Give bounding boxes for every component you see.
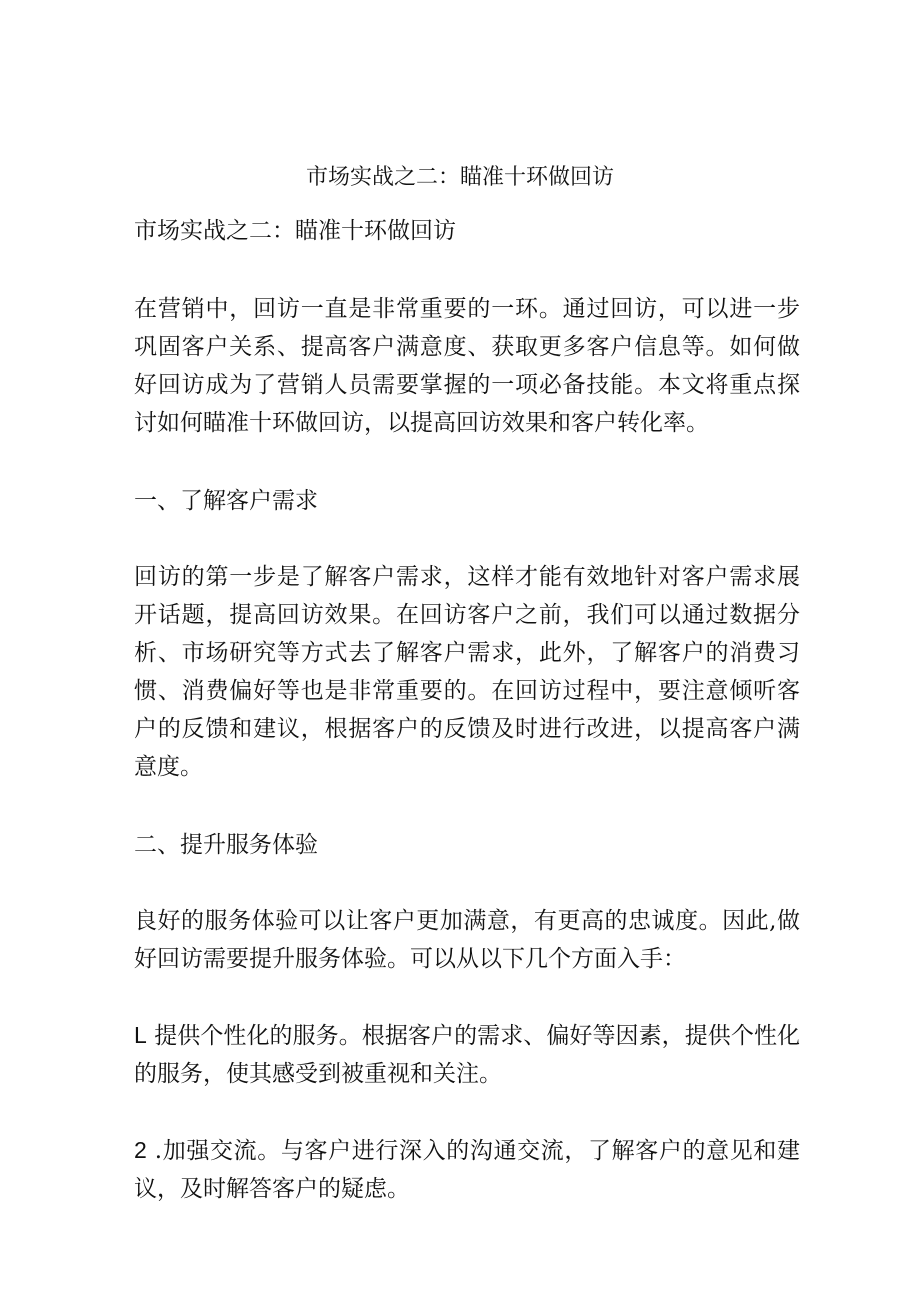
intro-paragraph: 在营销中，回访一直是非常重要的一环。通过回访，可以进一步巩固客户关系、提高客户满意度、获取更多客户信息等。如何做好回访成为了营销人员需要掌握的一项必备技能。本文将重点探讨如何瞄准十环做回访，以提高回访效果和客户转化率。 xyxy=(134,296,800,436)
document-body xyxy=(134,212,800,1246)
document-subtitle: 市场实战之二：瞄准十环做回访 xyxy=(134,218,456,244)
section-1-paragraph: 回访的第一步是了解客户需求，这样才能有效地针对客户需求展开话题，提高回访效果。在回访客户之前，我们可以通过数据分析、市场研究等方式去了解客户需求，此外，了解客户的消费习惯、消费偏好等也是非常重要的。在回访过程中，要注意倾听客户的反馈和建议，根据客户的反馈及时进行改进，以提高客户满意度。 xyxy=(134,564,800,780)
list-item-2 xyxy=(134,1131,800,1208)
list-item-2-marker: 2 xyxy=(134,1137,147,1163)
section-2-paragraph: 良好的服务体验可以让客户更加满意，有更高的忠诚度。因此,做好回访需要提升服务体验。可以从以下几个方面入手： xyxy=(134,908,800,972)
section-2-heading: 二、提升服务体验 xyxy=(134,832,318,858)
list-item-1 xyxy=(134,1016,800,1093)
section-1-heading: 一、了解客户需求 xyxy=(134,488,318,514)
list-item-1-marker: L xyxy=(134,1022,147,1048)
list-item-1-text: 提供个性化的服务。根据客户的需求、偏好等因素，提供个性化的服务，使其感受到被重视和关注。 xyxy=(134,1023,801,1087)
document-title: 市场实战之二：瞄准十环做回访 xyxy=(305,165,614,190)
list-item-2-text: .加强交流。与客户进行深入的沟通交流，了解客户的意见和建议，及时解答客户的疑虑。 xyxy=(134,1138,801,1202)
